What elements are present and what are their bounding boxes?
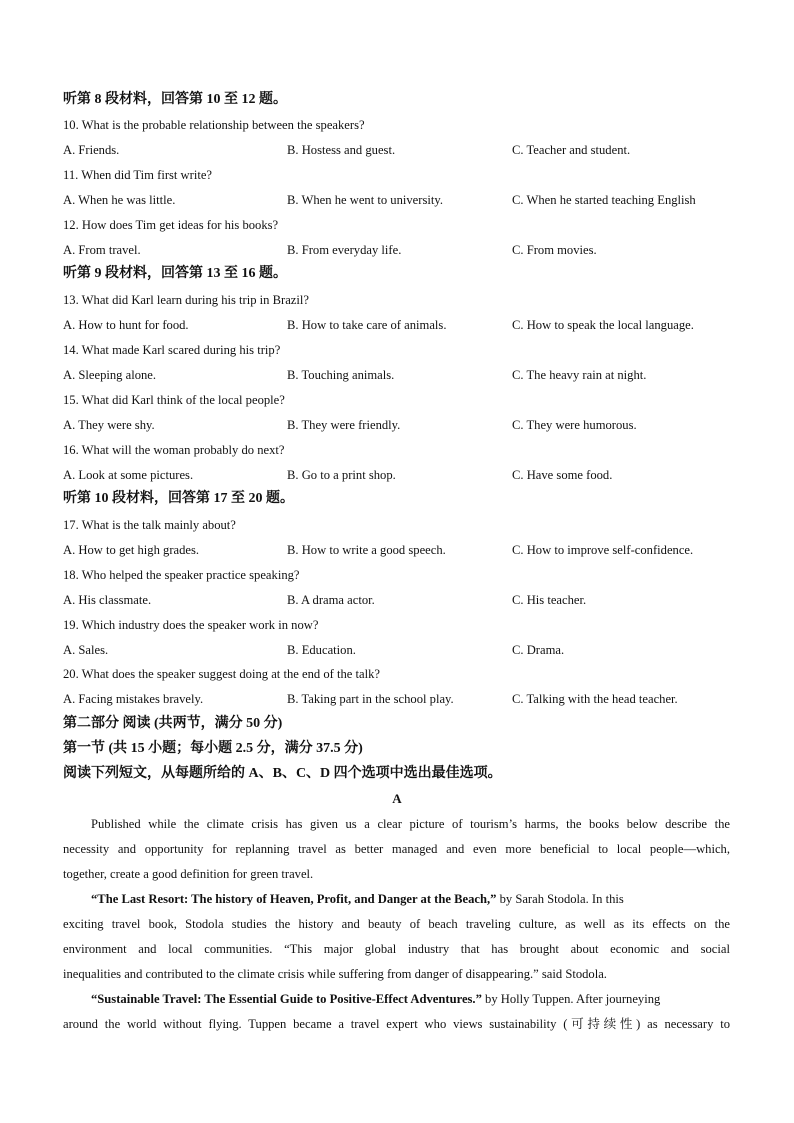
option-a: A. His classmate.	[63, 593, 152, 607]
question-19: 19. Which industry does the speaker work in now?	[63, 618, 319, 632]
option-c: C. They were humorous.	[512, 418, 637, 432]
book-title-2: “Sustainable Travel: The Essential Guide to Positive-Effect Adventures.”	[91, 992, 482, 1006]
option-c: C. The heavy rain at night.	[512, 368, 647, 382]
option-b: B. Go to a print shop.	[287, 468, 396, 482]
section-1-heading: 第一节 (共 15 小题；每小题 2.5 分，满分 37.5 分)	[63, 741, 363, 756]
paragraph-1-line-3: together, create a good definition for green travel.	[63, 867, 314, 881]
option-a: A. From travel.	[63, 243, 141, 257]
part-2-heading: 第二部分 阅读 (共两节，满分 50 分)	[63, 716, 283, 731]
option-b: B. Education.	[287, 643, 356, 657]
option-b: B. Touching animals.	[287, 368, 395, 382]
paragraph-2-line-4: inequalities and contributed to the climate crisis while suffering from danger of disappearing.” said Stodola.	[63, 967, 607, 981]
options-10	[63, 142, 743, 158]
option-b: B. When he went to university.	[287, 193, 443, 207]
option-c: C. When he started teaching English	[512, 193, 696, 207]
paragraph-2-line-1	[63, 891, 730, 907]
question-12: 12. How does Tim get ideas for his books?	[63, 218, 279, 232]
options-11	[63, 192, 743, 208]
option-c: C. Talking with the head teacher.	[512, 692, 678, 706]
option-b: B. From everyday life.	[287, 243, 402, 257]
option-c: C. How to improve self-confidence.	[512, 543, 694, 557]
option-c: C. From movies.	[512, 243, 597, 257]
paragraph-2-line-3: environment and local communities. “This major global industry that has brought about economic and social	[63, 942, 730, 956]
option-a: A. How to get high grades.	[63, 543, 200, 557]
options-16	[63, 467, 743, 483]
option-a: A. Look at some pictures.	[63, 468, 194, 482]
question-10: 10. What is the probable relationship between the speakers?	[63, 118, 365, 132]
book-author-2: by Holly Tuppen. After journeying	[481, 992, 661, 1006]
question-13: 13. What did Karl learn during his trip in Brazil?	[63, 293, 309, 307]
book-author-1: by Sarah Stodola. In this	[496, 892, 624, 906]
question-11: 11. When did Tim first write?	[63, 168, 213, 182]
options-12	[63, 242, 743, 258]
option-c: C. How to speak the local language.	[512, 318, 694, 332]
options-20	[63, 691, 743, 707]
question-20: 20. What does the speaker suggest doing at the end of the talk?	[63, 667, 380, 681]
options-17	[63, 542, 743, 558]
option-a: A. Friends.	[63, 143, 120, 157]
question-14: 14. What made Karl scared during his trip?	[63, 343, 281, 357]
option-b: B. A drama actor.	[287, 593, 375, 607]
option-b: B. Hostess and guest.	[287, 143, 396, 157]
option-b: B. How to write a good speech.	[287, 543, 446, 557]
option-a: A. When he was little.	[63, 193, 176, 207]
option-c: C. His teacher.	[512, 593, 587, 607]
options-18	[63, 592, 743, 608]
question-15: 15. What did Karl think of the local people?	[63, 393, 285, 407]
book-title-1: “The Last Resort: The history of Heaven, Profit, and Danger at the Beach,”	[91, 892, 497, 906]
options-19	[63, 642, 743, 658]
option-b: B. How to take care of animals.	[287, 318, 447, 332]
paragraph-1-line-1: Published while the climate crisis has given us a clear picture of tourism’s harms, the books below describe the	[91, 817, 730, 831]
paragraph-3-line-2: around the world without flying. Tuppen became a travel expert who views sustainability (可持续性) as necessary to	[63, 1017, 730, 1031]
paragraph-1-line-2: necessity and opportunity for replanning travel as better managed and even more beneficial to local people—which,	[63, 842, 730, 856]
paragraph-3-line-1	[63, 991, 730, 1007]
option-b: B. Taking part in the school play.	[287, 692, 454, 706]
option-c: C. Teacher and student.	[512, 143, 631, 157]
options-14	[63, 367, 743, 383]
options-15	[63, 417, 743, 433]
option-c: C. Have some food.	[512, 468, 613, 482]
question-16: 16. What will the woman probably do next?	[63, 443, 285, 457]
passage-label: A	[392, 791, 402, 806]
section-9-heading: 听第 9 段材料，回答第 13 至 16 题。	[63, 266, 287, 281]
question-18: 18. Who helped the speaker practice speaking?	[63, 568, 300, 582]
option-a: A. They were shy.	[63, 418, 155, 432]
option-a: A. Sales.	[63, 643, 109, 657]
reading-instructions: 阅读下列短文，从每题所给的 A、B、C、D 四个选项中选出最佳选项。	[63, 766, 502, 781]
section-10-heading: 听第 10 段材料，回答第 17 至 20 题。	[63, 491, 294, 506]
section-8-heading: 听第 8 段材料，回答第 10 至 12 题。	[63, 92, 287, 107]
option-c: C. Drama.	[512, 643, 565, 657]
option-b: B. They were friendly.	[287, 418, 401, 432]
option-a: A. Sleeping alone.	[63, 368, 157, 382]
paragraph-2-line-2: exciting travel book, Stodola studies the history and beauty of beach traveling culture, as well as its effects on the	[63, 917, 730, 931]
option-a: A. How to hunt for food.	[63, 318, 189, 332]
question-17: 17. What is the talk mainly about?	[63, 518, 236, 532]
options-13	[63, 317, 743, 333]
option-a: A. Facing mistakes bravely.	[63, 692, 204, 706]
